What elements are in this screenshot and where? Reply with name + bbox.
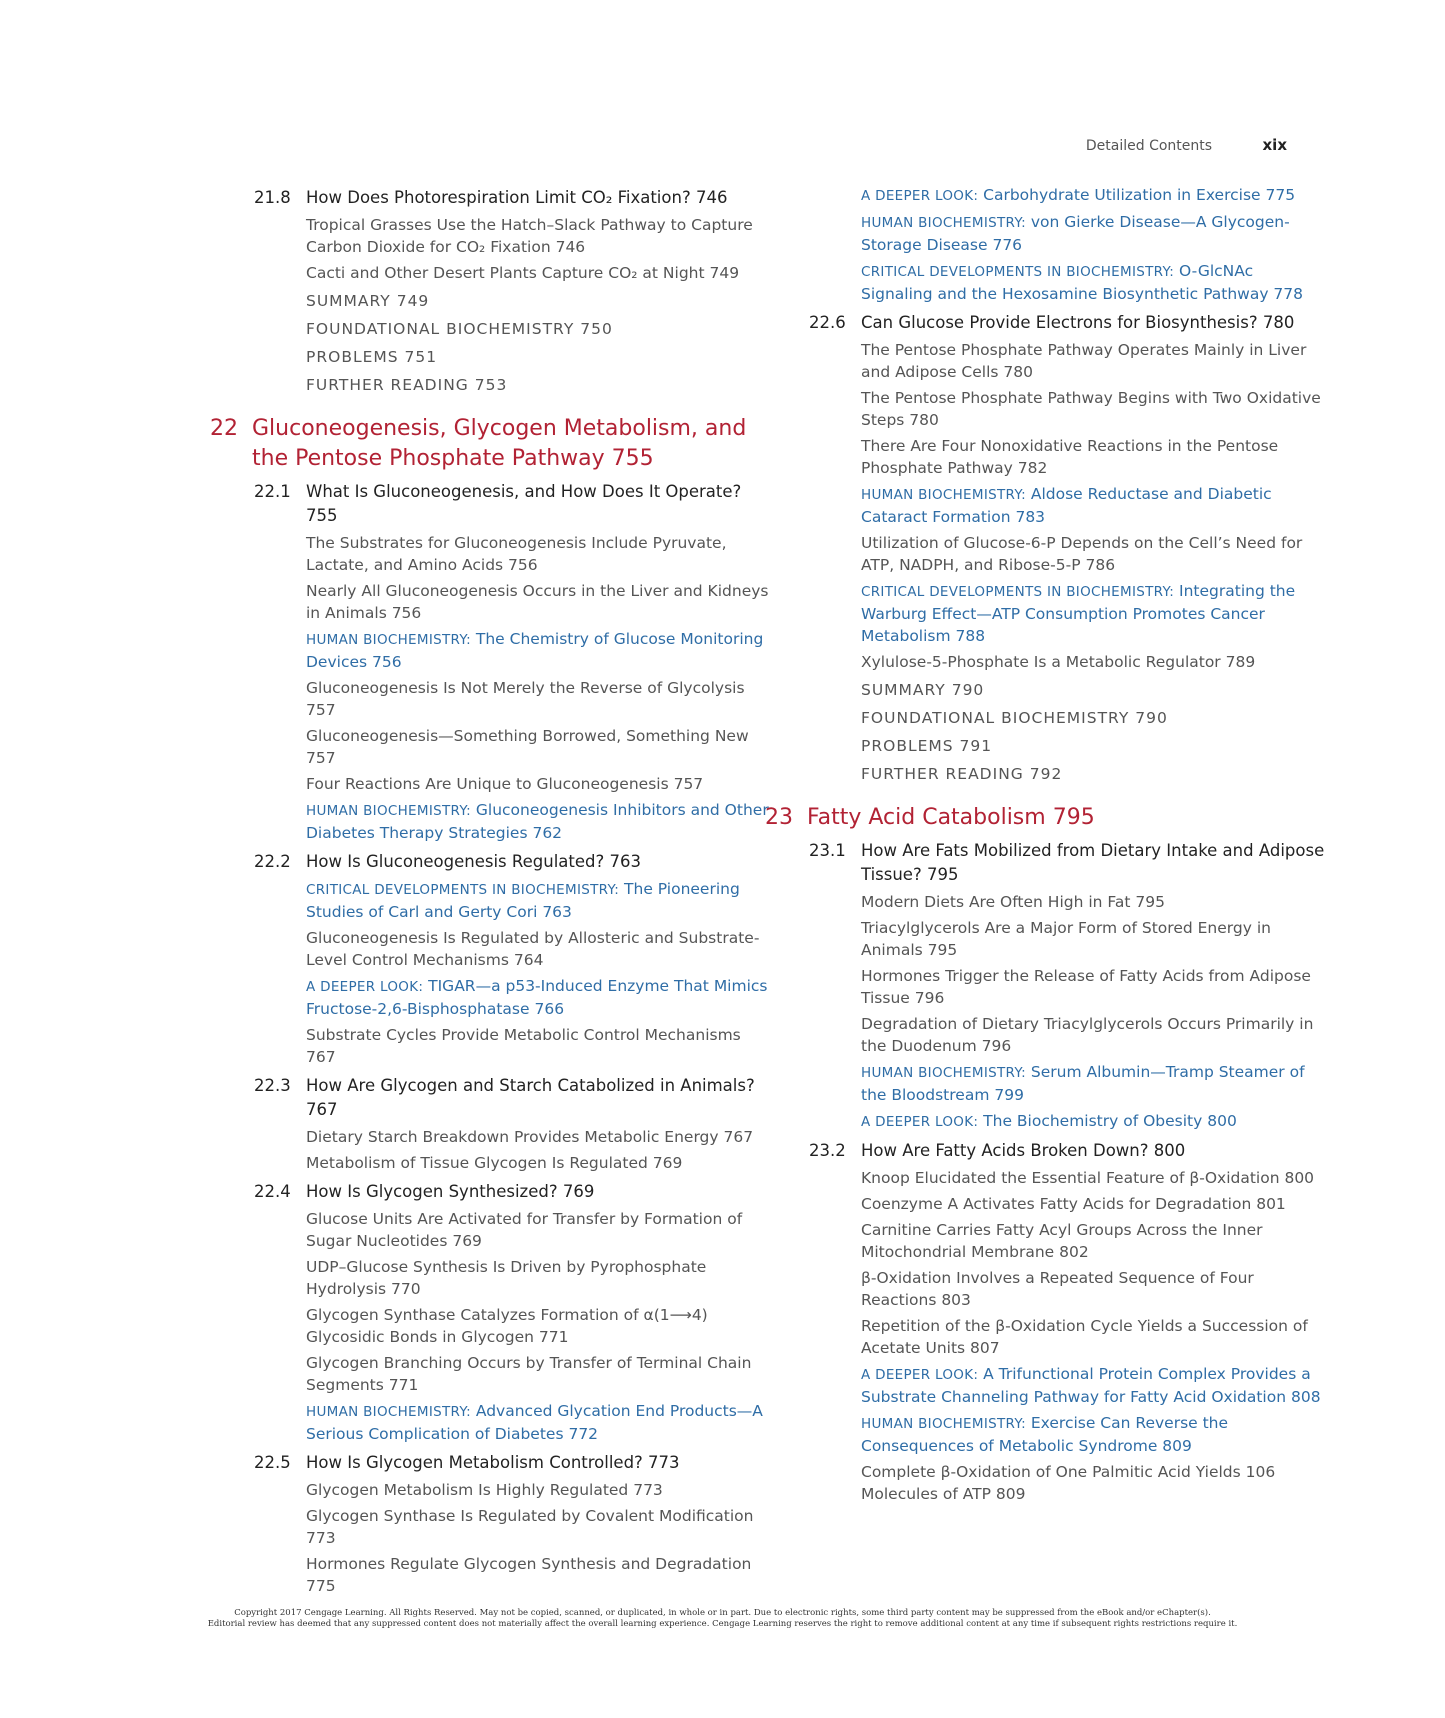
toc-entry[interactable]: Metabolism of Tissue Glycogen Is Regulated 769: [306, 1154, 683, 1172]
feature-title: TIGAR—a p53-Induced Enzyme That Mimics Fructose-2,6-Bisphosphatase 766: [306, 977, 768, 1018]
section-heading[interactable]: [210, 186, 770, 210]
section-title: Can Glucose Provide Electrons for Biosynthesis? 780: [861, 313, 1295, 332]
toc-entry[interactable]: Glucose Units Are Activated for Transfer by Formation of Sugar Nucleotides 769: [306, 1210, 743, 1250]
end-matter-entry[interactable]: PROBLEMS 751: [306, 348, 438, 366]
toc-entry[interactable]: Hormones Trigger the Release of Fatty Acids from Adipose Tissue 796: [861, 967, 1311, 1007]
feature-box-entry[interactable]: [765, 580, 1325, 647]
header-title: Detailed Contents: [1085, 138, 1213, 154]
section-number: 22.3: [254, 1076, 291, 1095]
chapter-number: 23: [765, 805, 793, 830]
chapter-number: 22: [210, 416, 238, 441]
section-number: 22.4: [254, 1182, 291, 1201]
end-matter-entry[interactable]: SUMMARY 790: [861, 681, 985, 699]
toc-entry[interactable]: The Substrates for Gluconeogenesis Include Pyruvate, Lactate, and Amino Acids 756: [306, 534, 727, 574]
section-title: How Is Glycogen Synthesized? 769: [306, 1182, 595, 1201]
end-matter-entry[interactable]: PROBLEMS 791: [861, 737, 993, 755]
feature-tag: HUMAN BIOCHEMISTRY:: [306, 1404, 471, 1420]
toc-entry[interactable]: Four Reactions Are Unique to Gluconeogenesis 757: [306, 775, 704, 793]
toc-entry[interactable]: Complete β-Oxidation of One Palmitic Acid Yields 106 Molecules of ATP 809: [861, 1463, 1276, 1503]
feature-title: O-GlcNAc Signaling and the Hexosamine Biosynthetic Pathway 778: [861, 262, 1303, 303]
toc-entry[interactable]: β-Oxidation Involves a Repeated Sequence of Four Reactions 803: [861, 1269, 1254, 1309]
section-heading[interactable]: [765, 311, 1325, 335]
section-number: 21.8: [254, 188, 291, 207]
toc-entry[interactable]: Knoop Elucidated the Essential Feature of β-Oxidation 800: [861, 1169, 1315, 1187]
toc-entry[interactable]: Substrate Cycles Provide Metabolic Control Mechanisms 767: [306, 1026, 741, 1066]
toc-entry[interactable]: Nearly All Gluconeogenesis Occurs in the Liver and Kidneys in Animals 756: [306, 582, 769, 622]
left-column: [210, 180, 770, 1597]
section-title: How Are Fats Mobilized from Dietary Intake and Adipose Tissue? 795: [861, 841, 1325, 884]
section-number: 23.1: [809, 841, 846, 860]
section-heading[interactable]: [210, 1451, 770, 1475]
feature-box-entry[interactable]: [210, 628, 770, 673]
toc-entry[interactable]: Glycogen Synthase Is Regulated by Covalent Modification 773: [306, 1507, 754, 1547]
feature-tag: CRITICAL DEVELOPMENTS IN BIOCHEMISTRY:: [306, 882, 620, 898]
right-column: [765, 180, 1325, 1505]
toc-entry[interactable]: Carnitine Carries Fatty Acyl Groups Across the Inner Mitochondrial Membrane 802: [861, 1221, 1263, 1261]
end-matter-entry[interactable]: FOUNDATIONAL BIOCHEMISTRY 750: [306, 320, 613, 338]
section-heading[interactable]: [210, 1074, 770, 1122]
copyright-footer: [0, 1608, 1445, 1630]
toc-entry[interactable]: Tropical Grasses Use the Hatch–Slack Pathway to Capture Carbon Dioxide for CO₂ Fixation 746: [306, 216, 753, 256]
toc-entry[interactable]: Glycogen Branching Occurs by Transfer of Terminal Chain Segments 771: [306, 1354, 752, 1394]
toc-entry[interactable]: Degradation of Dietary Triacylglycerols Occurs Primarily in the Duodenum 796: [861, 1015, 1314, 1055]
feature-title: Exercise Can Reverse the Consequences of Metabolic Syndrome 809: [861, 1414, 1229, 1455]
feature-box-entry[interactable]: [210, 799, 770, 844]
toc-entry[interactable]: Modern Diets Are Often High in Fat 795: [861, 893, 1165, 911]
feature-tag: CRITICAL DEVELOPMENTS IN BIOCHEMISTRY:: [861, 264, 1175, 280]
toc-entry[interactable]: The Pentose Phosphate Pathway Begins with Two Oxidative Steps 780: [861, 389, 1321, 429]
feature-tag: HUMAN BIOCHEMISTRY:: [306, 803, 471, 819]
feature-tag: HUMAN BIOCHEMISTRY:: [861, 487, 1026, 503]
feature-box-entry[interactable]: [210, 878, 770, 923]
chapter-heading[interactable]: [210, 414, 770, 474]
feature-title: Integrating the Warburg Effect—ATP Consumption Promotes Cancer Metabolism 788: [861, 582, 1296, 645]
toc-entry[interactable]: Coenzyme A Activates Fatty Acids for Degradation 801: [861, 1195, 1286, 1213]
toc-entry[interactable]: The Pentose Phosphate Pathway Operates Mainly in Liver and Adipose Cells 780: [861, 341, 1307, 381]
feature-tag: CRITICAL DEVELOPMENTS IN BIOCHEMISTRY:: [861, 584, 1175, 600]
section-heading[interactable]: [765, 839, 1325, 887]
toc-entry[interactable]: Hormones Regulate Glycogen Synthesis and Degradation 775: [306, 1555, 752, 1595]
page-number: xix: [1262, 136, 1287, 154]
feature-title: Gluconeogenesis Inhibitors and Other Diabetes Therapy Strategies 762: [306, 801, 769, 842]
end-matter-entry[interactable]: FOUNDATIONAL BIOCHEMISTRY 790: [861, 709, 1168, 727]
chapter-title: Fatty Acid Catabolism 795: [807, 805, 1095, 830]
section-heading[interactable]: [765, 1139, 1325, 1163]
feature-box-entry[interactable]: [765, 483, 1325, 528]
feature-title: Advanced Glycation End Products—A Serious Complication of Diabetes 772: [306, 1402, 763, 1443]
toc-entry[interactable]: Cacti and Other Desert Plants Capture CO₂ at Night 749: [306, 264, 740, 282]
section-number: 22.5: [254, 1453, 291, 1472]
section-number: 22.1: [254, 482, 291, 501]
chapter-title: Gluconeogenesis, Glycogen Metabolism, and the Pentose Phosphate Pathway 755: [252, 416, 747, 471]
toc-entry[interactable]: Gluconeogenesis—Something Borrowed, Something New 757: [306, 727, 749, 767]
feature-title: The Pioneering Studies of Carl and Gerty Cori 763: [306, 880, 740, 921]
feature-box-entry[interactable]: [765, 1061, 1325, 1106]
feature-box-entry[interactable]: [765, 1363, 1325, 1408]
feature-tag: HUMAN BIOCHEMISTRY:: [861, 215, 1026, 231]
toc-entry[interactable]: Glycogen Metabolism Is Highly Regulated 773: [306, 1481, 663, 1499]
feature-title: Carbohydrate Utilization in Exercise 775: [978, 186, 1296, 204]
feature-box-entry[interactable]: [765, 260, 1325, 305]
feature-box-entry[interactable]: [765, 184, 1325, 207]
section-heading[interactable]: [210, 850, 770, 874]
feature-box-entry[interactable]: [765, 1110, 1325, 1133]
section-title: How Does Photorespiration Limit CO₂ Fixation? 746: [306, 188, 728, 207]
section-title: What Is Gluconeogenesis, and How Does It Operate? 755: [306, 482, 742, 525]
running-header: [1086, 136, 1287, 154]
section-title: How Are Fatty Acids Broken Down? 800: [861, 1141, 1186, 1160]
footer-line-1: Copyright 2017 Cengage Learning. All Rights Reserved. May not be copied, scanned, or duplicated, in whole or in part. Due to electronic rights, some third party content may be suppressed from the eBook and/or eChapter(s).: [234, 1608, 1211, 1618]
feature-title: von Gierke Disease—A Glycogen-Storage Disease 776: [861, 213, 1290, 254]
feature-box-entry[interactable]: [210, 1400, 770, 1445]
footer-line-2: Editorial review has deemed that any suppressed content does not materially affect the overall learning experience. Cengage Learning reserves the right to remove additional content at any time if subsequent rights restrictions require it.: [207, 1619, 1238, 1629]
feature-title: Serum Albumin—Tramp Steamer of the Bloodstream 799: [861, 1063, 1305, 1104]
section-title: How Is Gluconeogenesis Regulated? 763: [306, 852, 641, 871]
toc-entry[interactable]: Utilization of Glucose-6-P Depends on the Cell’s Need for ATP, NADPH, and Ribose-5-P 786: [861, 534, 1303, 574]
feature-box-entry[interactable]: [765, 1412, 1325, 1457]
section-heading[interactable]: [210, 480, 770, 528]
section-title: How Is Glycogen Metabolism Controlled? 773: [306, 1453, 680, 1472]
toc-entry[interactable]: Dietary Starch Breakdown Provides Metabolic Energy 767: [306, 1128, 754, 1146]
feature-box-entry[interactable]: [765, 211, 1325, 256]
feature-title: The Chemistry of Glucose Monitoring Devices 756: [306, 630, 764, 671]
section-number: 22.6: [809, 313, 846, 332]
feature-tag: HUMAN BIOCHEMISTRY:: [861, 1065, 1026, 1081]
end-matter-entry[interactable]: FURTHER READING 792: [861, 765, 1063, 783]
end-matter-entry[interactable]: SUMMARY 749: [306, 292, 430, 310]
toc-entry[interactable]: Gluconeogenesis Is Not Merely the Reverse of Glycolysis 757: [306, 679, 745, 719]
feature-tag: HUMAN BIOCHEMISTRY:: [306, 632, 471, 648]
toc-entry[interactable]: Glycogen Synthase Catalyzes Formation of α(1⟶4) Glycosidic Bonds in Glycogen 771: [306, 1306, 708, 1346]
toc-entry[interactable]: Gluconeogenesis Is Regulated by Allosteric and Substrate-Level Control Mechanisms 764: [306, 929, 760, 969]
toc-entry[interactable]: Repetition of the β-Oxidation Cycle Yields a Succession of Acetate Units 807: [861, 1317, 1308, 1357]
section-heading[interactable]: [210, 1180, 770, 1204]
feature-title: The Biochemistry of Obesity 800: [978, 1112, 1237, 1130]
feature-tag: HUMAN BIOCHEMISTRY:: [861, 1416, 1026, 1432]
feature-tag: A DEEPER LOOK:: [861, 1367, 979, 1383]
feature-tag: A DEEPER LOOK:: [861, 188, 979, 204]
toc-entry[interactable]: Xylulose-5-Phosphate Is a Metabolic Regulator 789: [861, 653, 1256, 671]
chapter-heading[interactable]: [765, 803, 1325, 833]
feature-title: A Trifunctional Protein Complex Provides a Substrate Channeling Pathway for Fatty Acid Oxidation 808: [861, 1365, 1321, 1406]
feature-tag: A DEEPER LOOK:: [306, 979, 424, 995]
section-number: 23.2: [809, 1141, 846, 1160]
toc-entry[interactable]: UDP–Glucose Synthesis Is Driven by Pyrophosphate Hydrolysis 770: [306, 1258, 707, 1298]
section-title: How Are Glycogen and Starch Catabolized in Animals? 767: [306, 1076, 755, 1119]
section-number: 22.2: [254, 852, 291, 871]
feature-title: Aldose Reductase and Diabetic Cataract Formation 783: [861, 485, 1272, 526]
end-matter-entry[interactable]: FURTHER READING 753: [306, 376, 508, 394]
toc-entry[interactable]: Triacylglycerols Are a Major Form of Stored Energy in Animals 795: [861, 919, 1271, 959]
feature-tag: A DEEPER LOOK:: [861, 1114, 979, 1130]
feature-box-entry[interactable]: [210, 975, 770, 1020]
toc-entry[interactable]: There Are Four Nonoxidative Reactions in the Pentose Phosphate Pathway 782: [861, 437, 1279, 477]
